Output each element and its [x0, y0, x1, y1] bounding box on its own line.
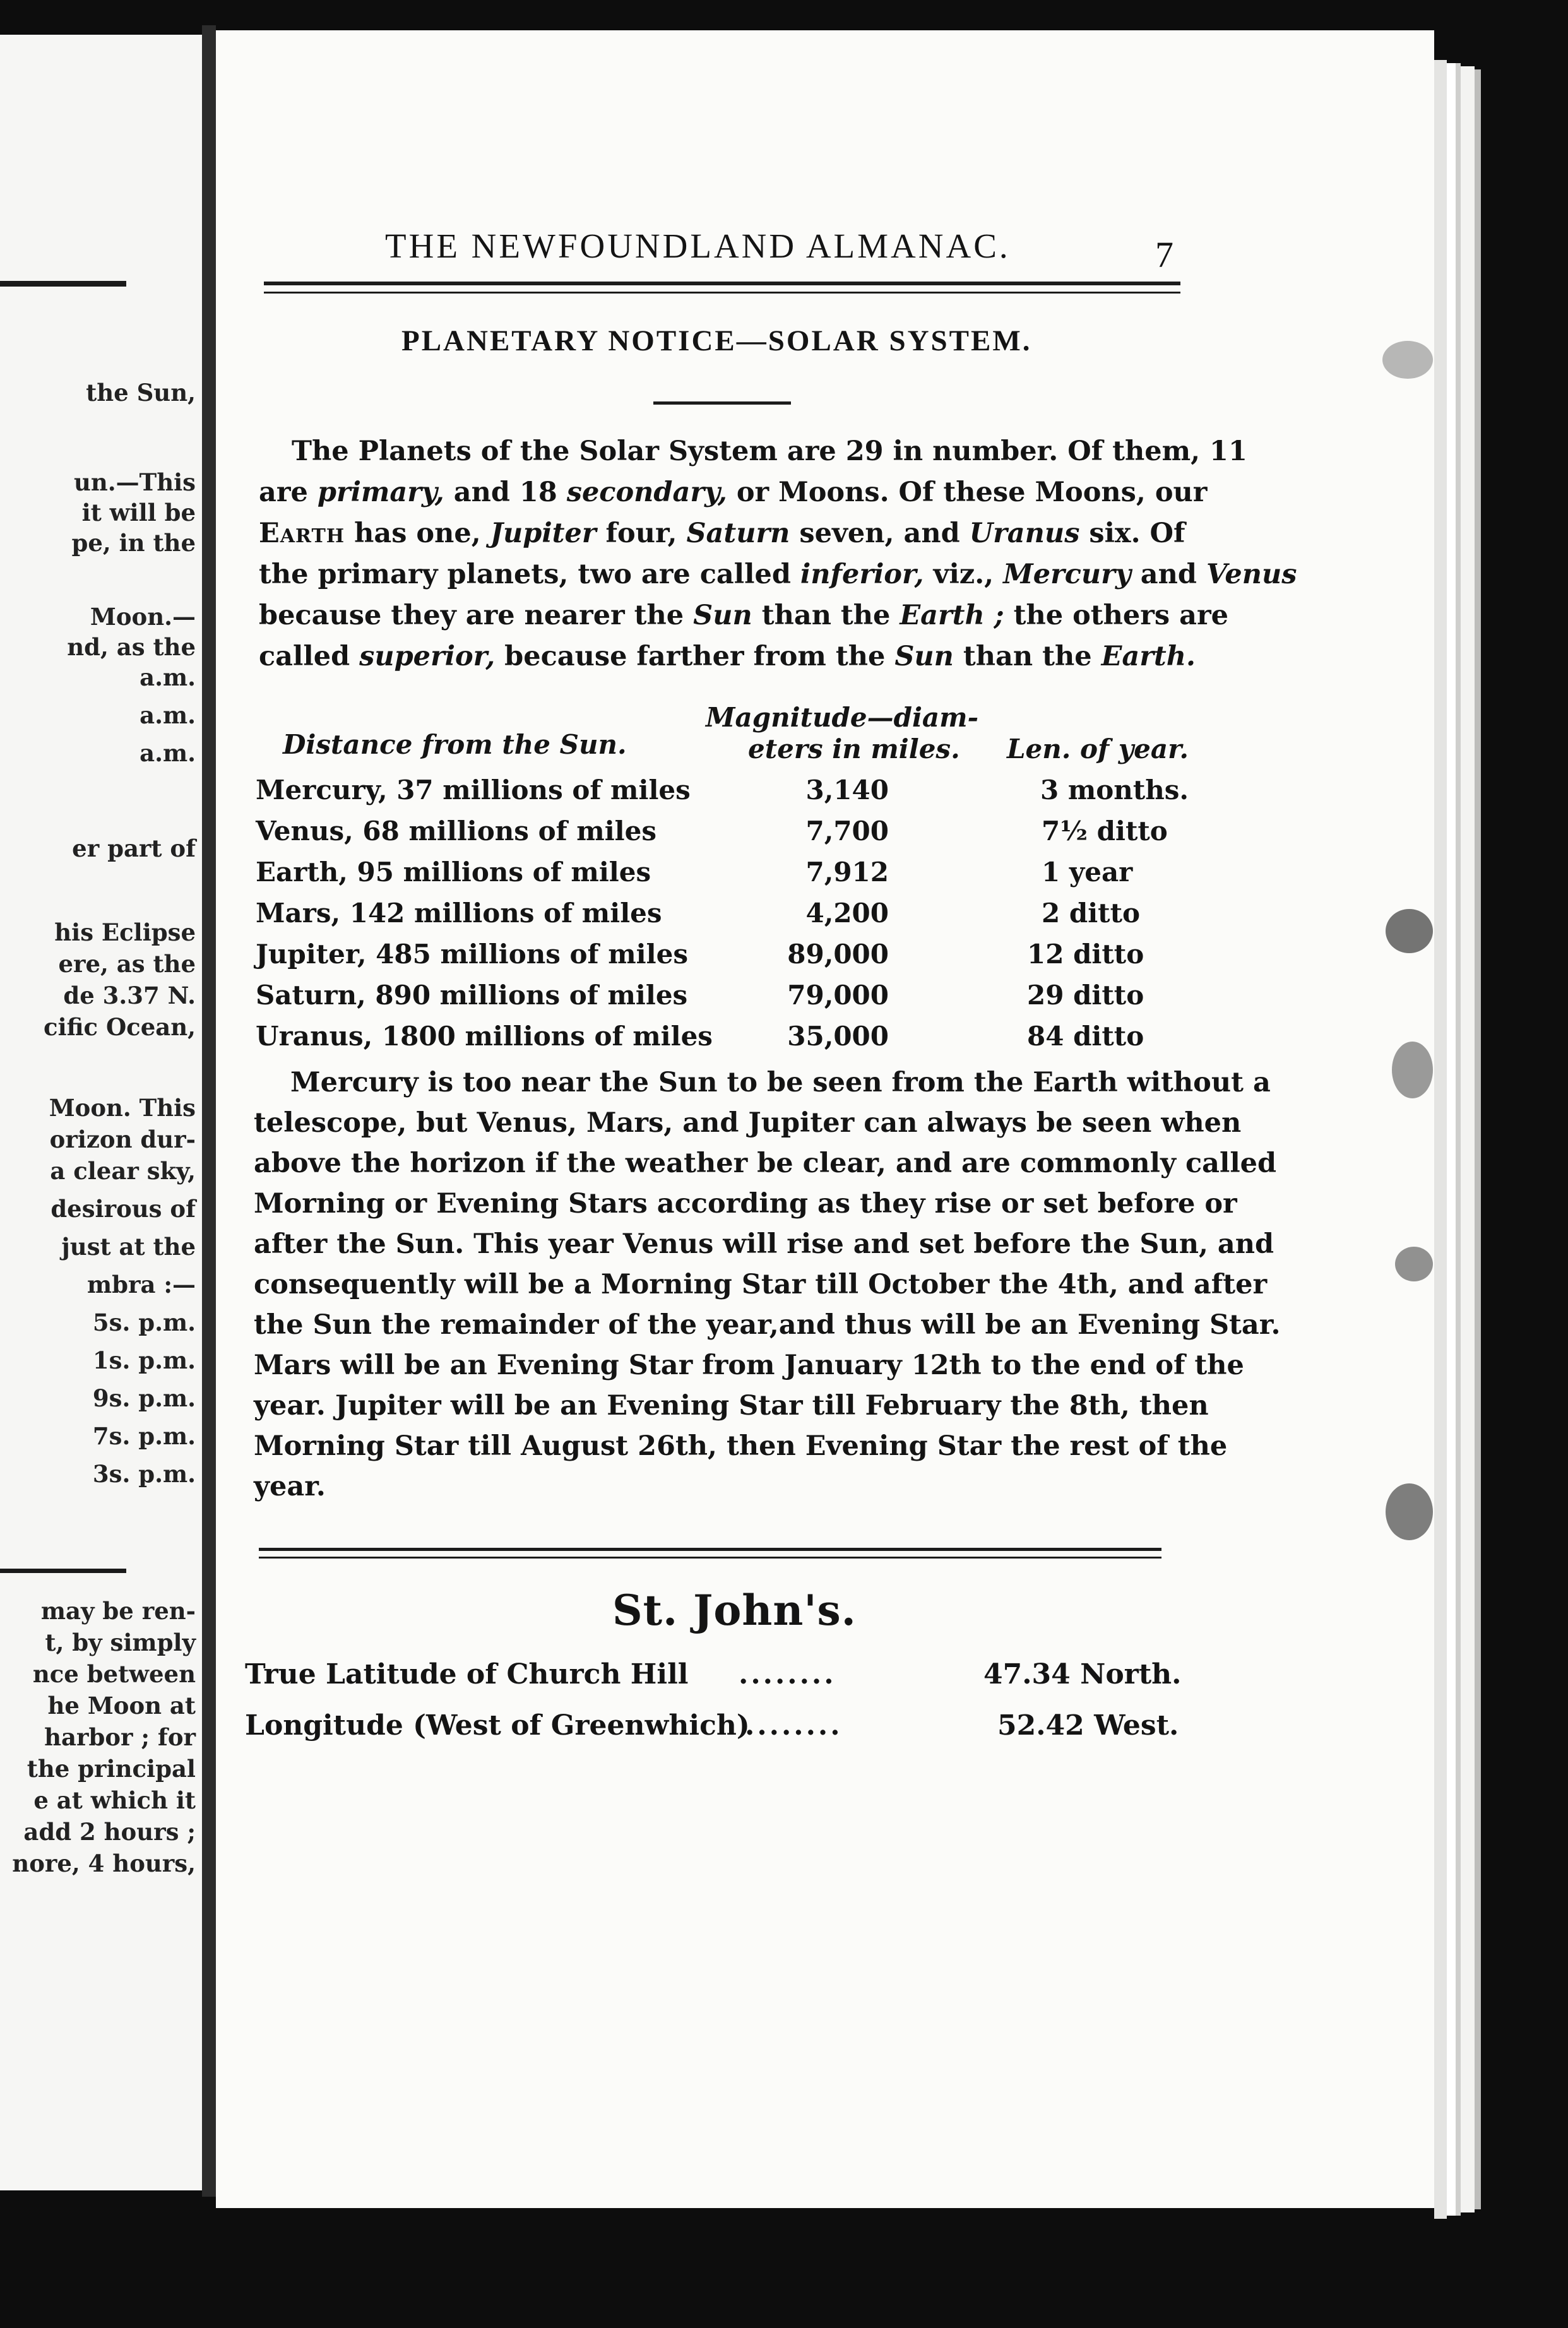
left-page-line: it will be: [81, 499, 196, 526]
left-page-line: pe, in the: [71, 529, 196, 557]
left-page-line: harbor ; for: [44, 1723, 196, 1751]
planet-year-cell: 2 ditto: [1042, 898, 1140, 929]
divider-thin: [259, 1557, 1161, 1559]
planet-year-cell: 1 year: [1042, 857, 1133, 888]
visibility-line: year. Jupiter will be an Evening Star till February the 8th, then: [254, 1390, 1209, 1422]
header-rule-thin: [264, 292, 1180, 294]
page-edge: [1456, 63, 1461, 2216]
left-page-line: a.m.: [140, 739, 196, 767]
intro-line-2: are primary, and 18 secondary, or Moons. Of these Moons, our: [259, 477, 1208, 508]
page-stain: [1386, 1483, 1433, 1540]
visibility-line: Morning Star till August 26th, then Evening Star the rest of the: [254, 1430, 1228, 1462]
left-page-line: Moon.—: [90, 603, 196, 631]
intro-line-4: the primary planets, two are called inferior, viz., Mercury and Venus: [259, 559, 1297, 590]
header-magnitude-1: Magnitude—diam-: [706, 702, 978, 733]
left-page-line: nore, 4 hours,: [12, 1850, 196, 1877]
left-page-line: 1s. p.m.: [92, 1346, 196, 1374]
planet-diameter-cell: 79,000: [787, 980, 889, 1011]
planet-diameter-cell: 7,700: [805, 816, 889, 846]
left-page-line: desirous of: [50, 1195, 196, 1223]
visibility-line: telescope, but Venus, Mars, and Jupiter can always be seen when: [254, 1107, 1242, 1139]
divider-thick: [259, 1548, 1161, 1551]
planet-diameter-cell: 7,912: [805, 857, 889, 888]
planet-diameter-cell: 35,000: [787, 1021, 889, 1052]
left-page-line: a.m.: [140, 663, 196, 691]
planet-distance-cell: Venus, 68 millions of miles: [256, 816, 656, 846]
left-page-line: 9s. p.m.: [92, 1384, 196, 1412]
left-page-line: a.m.: [140, 701, 196, 729]
planet-year-cell: 29 ditto: [1027, 980, 1144, 1011]
section-title: PLANETARY NOTICE—SOLAR SYSTEM.: [401, 324, 1032, 357]
longitude-value: 52.42 West.: [997, 1709, 1179, 1742]
left-page-line: 5s. p.m.: [92, 1309, 196, 1336]
page-edge: [1475, 69, 1481, 2209]
visibility-line: year.: [254, 1471, 326, 1502]
left-page-line: he Moon at: [47, 1692, 196, 1719]
left-page-line: the principal: [27, 1755, 196, 1783]
left-page-line: er part of: [72, 834, 196, 862]
left-page-line: e at which it: [33, 1786, 196, 1814]
header-magnitude-2: eters in miles.: [748, 733, 960, 764]
planet-distance-cell: Mercury, 37 millions of miles: [256, 775, 691, 805]
running-head: THE NEWFOUNDLAND ALMANAC.: [385, 227, 1011, 265]
st-johns-title: St. John's.: [612, 1586, 857, 1635]
latitude-leader-dots: ........: [739, 1658, 836, 1690]
left-page-line: the Sun,: [86, 379, 196, 407]
planet-year-cell: 12 ditto: [1027, 939, 1144, 970]
book-gutter: [202, 25, 216, 2197]
left-facing-page: [0, 35, 202, 2190]
visibility-line: Morning or Evening Stars according as they rise or set before or: [254, 1188, 1237, 1220]
left-page-line: 7s. p.m.: [92, 1422, 196, 1450]
left-page-line: un.—This: [73, 468, 196, 496]
planet-diameter-cell: 3,140: [805, 775, 889, 805]
planet-distance-cell: Jupiter, 485 millions of miles: [256, 939, 688, 970]
visibility-line: Mars will be an Evening Star from January 12th to the end of the: [254, 1350, 1244, 1381]
page-stain: [1395, 1247, 1433, 1281]
left-page-rule-bottom: [0, 1569, 126, 1573]
latitude-label: True Latitude of Church Hill: [245, 1658, 689, 1690]
left-page-line: a clear sky,: [50, 1157, 196, 1185]
planet-year-cell: 84 ditto: [1027, 1021, 1144, 1052]
intro-line-3: Earth has one, Jupiter four, Saturn seven, and Uranus six. Of: [259, 518, 1185, 549]
left-page-line: may be ren-: [40, 1597, 196, 1625]
left-page-line: just at the: [61, 1233, 196, 1261]
planet-distance-cell: Mars, 142 millions of miles: [256, 898, 662, 929]
intro-line-5: because they are nearer the Sun than the Earth ; the others are: [259, 600, 1228, 631]
page-stain: [1386, 909, 1433, 953]
page-stain: [1392, 1042, 1433, 1098]
left-page-rule: [0, 281, 126, 287]
left-page-line: ere, as the: [58, 950, 196, 978]
left-page-line: 3s. p.m.: [92, 1460, 196, 1488]
planet-year-cell: 3 months.: [1040, 775, 1189, 805]
planet-distance-cell: Uranus, 1800 millions of miles: [256, 1021, 713, 1052]
page-edge: [1447, 63, 1456, 2216]
planet-diameter-cell: 4,200: [805, 898, 889, 929]
intro-line-1: The Planets of the Solar System are 29 in number. Of them, 11: [292, 436, 1247, 467]
header-rule-thick: [264, 282, 1180, 285]
intro-line-6: called superior, because farther from the Sun than the Earth.: [259, 641, 1196, 672]
left-page-line: orizon dur-: [49, 1125, 196, 1153]
page-edge: [1461, 66, 1475, 2212]
left-page-line: cific Ocean,: [44, 1013, 196, 1041]
visibility-line: Mercury is too near the Sun to be seen from the Earth without a: [290, 1067, 1271, 1098]
longitude-label: Longitude (West of Greenwhich): [245, 1709, 750, 1742]
title-underline: [653, 401, 791, 405]
left-page-line: add 2 hours ;: [23, 1818, 196, 1846]
planet-diameter-cell: 89,000: [787, 939, 889, 970]
left-page-line: t, by simply: [45, 1629, 196, 1656]
visibility-line: consequently will be a Morning Star till October the 4th, and after: [254, 1269, 1268, 1300]
planet-distance-cell: Earth, 95 millions of miles: [256, 857, 651, 888]
page-stain: [1382, 341, 1433, 379]
header-year: Len. of year.: [1007, 733, 1189, 764]
header-distance: Distance from the Sun.: [283, 729, 627, 760]
visibility-line: after the Sun. This year Venus will rise and set before the Sun, and: [254, 1228, 1274, 1260]
left-page-line: his Eclipse: [54, 918, 196, 946]
page-number: 7: [1155, 234, 1173, 275]
left-page-line: de 3.37 N.: [63, 982, 196, 1009]
left-page-line: nd, as the: [67, 633, 196, 661]
left-page-line: Moon. This: [49, 1094, 196, 1122]
left-page-line: mbra :—: [86, 1271, 196, 1298]
visibility-line: the Sun the remainder of the year,and thus will be an Evening Star.: [254, 1309, 1281, 1341]
planet-year-cell: 7½ ditto: [1042, 816, 1168, 846]
longitude-leader-dots: ........: [745, 1709, 843, 1742]
planet-distance-cell: Saturn, 890 millions of miles: [256, 980, 688, 1011]
left-page-line: nce between: [32, 1660, 196, 1688]
page-edge: [1434, 60, 1447, 2219]
visibility-line: above the horizon if the weather be clear, and are commonly called: [254, 1148, 1277, 1179]
latitude-value: 47.34 North.: [983, 1658, 1182, 1690]
